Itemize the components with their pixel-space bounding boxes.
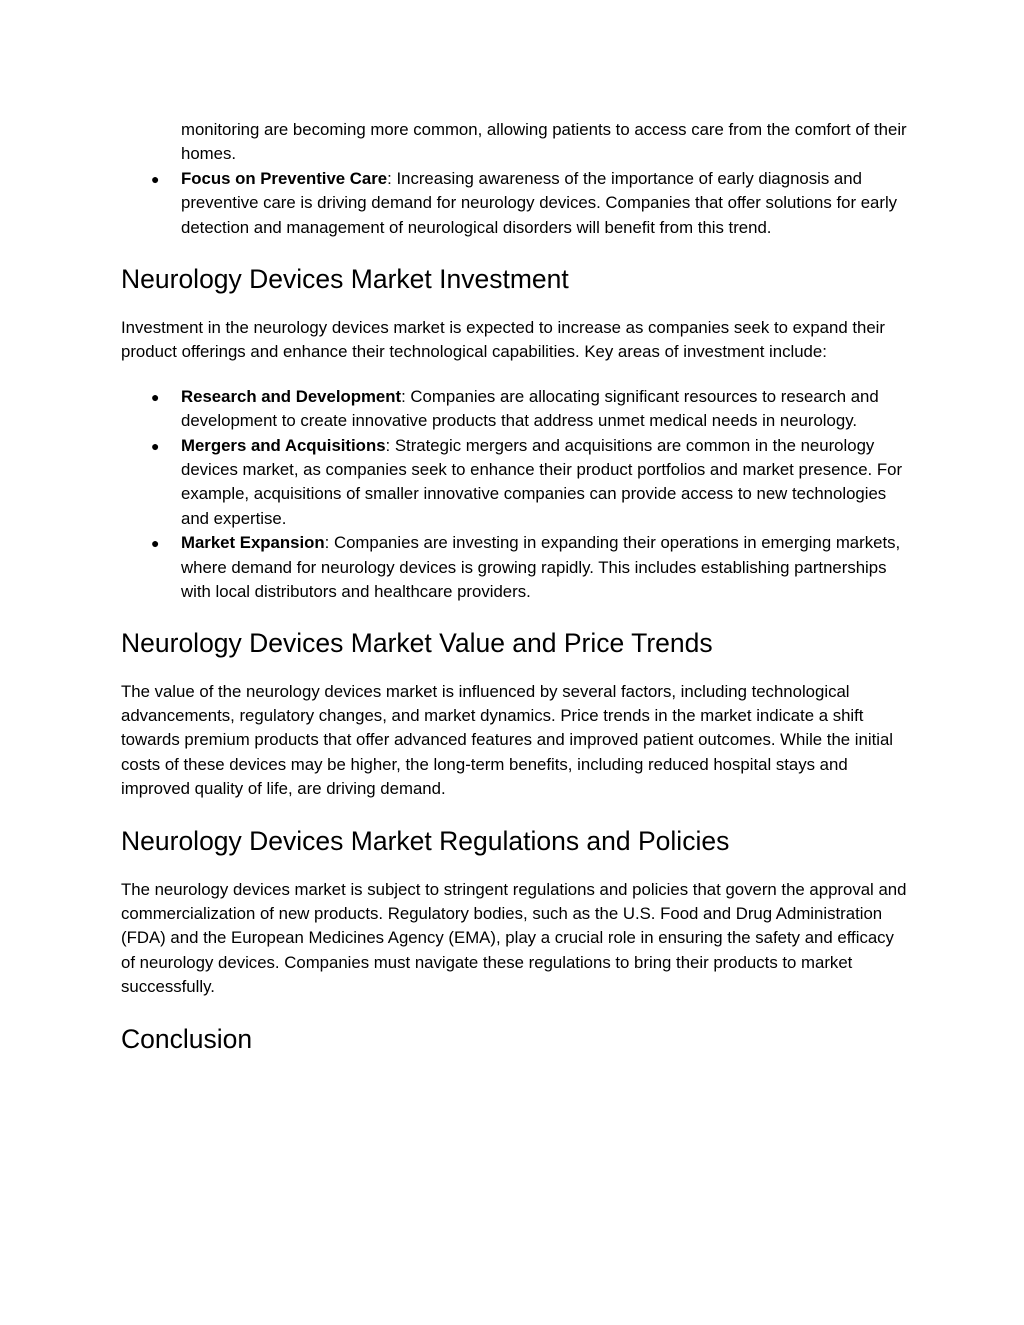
list-item-term: Market Expansion — [181, 533, 325, 553]
investment-bullet-list — [121, 385, 911, 605]
section-heading-value-price: Neurology Devices Market Value and Price Trends — [121, 627, 713, 658]
list-item-text: : Companies are allocating significant resources to research and development to create innovative products that address unmet medical needs in neurology. — [181, 386, 879, 431]
section-heading-regulations: Neurology Devices Market Regulations and Policies — [121, 825, 730, 856]
trend-bullet-list — [121, 167, 911, 240]
section-heading-investment: Neurology Devices Market Investment — [121, 264, 569, 295]
document-page — [121, 118, 911, 1055]
regulations-paragraph: The neurology devices market is subject to stringent regulations and policies that govern the approval and commercialization of new products. Regulatory bodies, such as the U.S. Food and Drug Administration (FDA) and the European Medicines Agency (EMA), play a crucial role in ensuring the safety and efficacy of neurology devices. Companies must navigate these regulations to bring their products to market successfully. — [121, 879, 907, 997]
list-item-continuation: monitoring are becoming more common, allowing patients to access care from the comfort of their homes. — [181, 120, 907, 164]
list-item — [121, 531, 911, 604]
list-item — [121, 434, 911, 532]
section-heading-conclusion: Conclusion — [121, 1023, 253, 1054]
list-item — [121, 167, 911, 240]
value-price-paragraph: The value of the neurology devices market is influenced by several factors, including technological advancements, regulatory changes, and market dynamics. Price trends in the market indicate a shift towards premium products that offer advanced features and improved patient outcomes. While the initial costs of these devices may be higher, the long-term benefits, including reduced hospital stays and improved quality of life, are driving demand. — [121, 681, 894, 799]
list-item-text: : Strategic mergers and acquisitions are common in the neurology devices market, as companies seek to enhance their product portfolios and market presence. For example, acquisitions of smaller innovative companies can provide access to new technologies and expertise. — [181, 435, 903, 528]
investment-paragraph: Investment in the neurology devices market is expected to increase as companies seek to expand their product offerings and enhance their technological capabilities. Key areas of investment include: — [121, 318, 885, 362]
list-item-term: Research and Development — [181, 386, 402, 406]
list-item — [121, 385, 911, 434]
list-item-text: : Increasing awareness of the importance of early diagnosis and preventive care is driving demand for neurology devices. Companies that offer solutions for early detection and management of neurological disorders will benefit from this trend. — [181, 168, 898, 237]
bullet-icon: ● — [151, 388, 160, 405]
list-item-text: : Companies are investing in expanding their operations in emerging markets, where demand for neurology devices is growing rapidly. This includes establishing partnerships with local distributors and healthcare providers. — [181, 533, 901, 602]
bullet-icon: ● — [151, 535, 160, 552]
bullet-icon: ● — [151, 437, 160, 454]
list-item-term: Mergers and Acquisitions — [181, 435, 386, 455]
bullet-icon: ● — [151, 170, 160, 187]
list-item-term: Focus on Preventive Care — [181, 168, 388, 188]
